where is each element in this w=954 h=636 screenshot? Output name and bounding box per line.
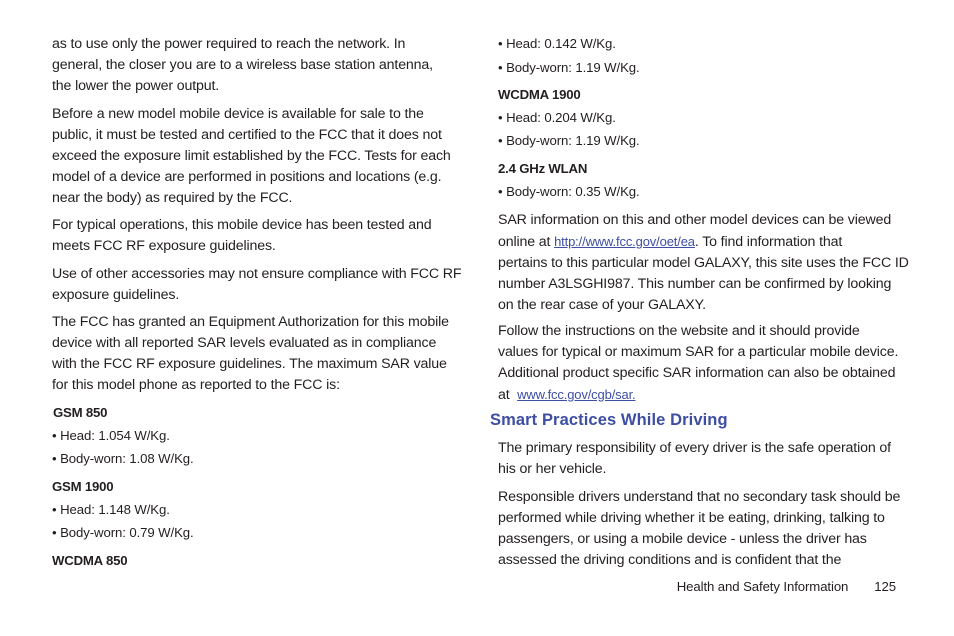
paragraph-follow-instructions: Follow the instructions on the website and it should provide values for typical or maximum SAR for a particular mobile device. Additional product specific SAR information can also be obtained at www.fcc.gov/cgb/sar. bbox=[498, 323, 899, 403]
subheading-gsm-850: GSM 850 bbox=[53, 405, 108, 420]
bullet-wcdma1900-head: • Head: 0.204 W/Kg. bbox=[498, 110, 616, 125]
subheading-wlan: 2.4 GHz WLAN bbox=[498, 161, 588, 176]
bullet-gsm1900-body: • Body-worn: 0.79 W/Kg. bbox=[52, 525, 194, 540]
fcc-cgb-sar-link[interactable]: www.fcc.gov/cgb/sar. bbox=[517, 387, 636, 402]
bullet-wlan-body: • Body-worn: 0.35 W/Kg. bbox=[498, 184, 640, 199]
bullet-wcdma850-head: • Head: 0.142 W/Kg. bbox=[498, 36, 616, 51]
page-number: 125 bbox=[874, 579, 896, 594]
paragraph-accessories: Use of other accessories may not ensure compliance with FCC RF exposure guidelines. bbox=[52, 266, 462, 303]
page-footer bbox=[677, 579, 896, 595]
fcc-oet-link[interactable]: http://www.fcc.gov/oet/ea bbox=[554, 234, 695, 249]
bullet-wcdma1900-body: • Body-worn: 1.19 W/Kg. bbox=[498, 133, 640, 148]
paragraph-sar-information: SAR information on this and other model devices can be viewed online at http://www.fcc.gov/oet/ea. To find information that pertains to this particular model GALAXY, this site uses the FCC ID number A3LSGHI987. This number can be confirmed by looking on the rear case of your GALAXY. bbox=[498, 212, 909, 313]
subheading-wcdma-850: WCDMA 850 bbox=[52, 553, 128, 568]
paragraph-primary-responsibility: The primary responsibility of every driver is the safe operation of his or her vehicle. bbox=[498, 440, 891, 477]
subheading-gsm-1900: GSM 1900 bbox=[52, 479, 114, 494]
paragraph-typical-operations: For typical operations, this mobile device has been tested and meets FCC RF exposure guidelines. bbox=[52, 217, 432, 254]
section-heading-smart-practices: Smart Practices While Driving bbox=[490, 411, 728, 429]
paragraph-power-output: as to use only the power required to reach the network. In general, the closer you are to a wireless base station antenna, the lower the power output. bbox=[52, 36, 433, 94]
paragraph-fcc-testing: Before a new model mobile device is available for sale to the public, it must be tested and certified to the FCC that it does not exceed the exposure limit established by the FCC. Tests for each model of a device are performed in positions and locations (e.g. near the body) as required by the FCC. bbox=[52, 106, 451, 206]
paragraph-responsible-drivers: Responsible drivers understand that no secondary task should be performed while driving whether it be eating, drinking, talking to passengers, or using a mobile device - unless the driver has assessed the driving conditions and is confident that the bbox=[498, 489, 901, 568]
bullet-wcdma850-body: • Body-worn: 1.19 W/Kg. bbox=[498, 60, 640, 75]
bullet-gsm850-body: • Body-worn: 1.08 W/Kg. bbox=[52, 451, 194, 466]
bullet-gsm850-head: • Head: 1.054 W/Kg. bbox=[52, 428, 170, 443]
footer-section-title: Health and Safety Information bbox=[676, 579, 849, 594]
paragraph-equipment-authorization: The FCC has granted an Equipment Authorization for this mobile device with all reported SAR levels evaluated as in compliance with the FCC RF exposure guidelines. The maximum SAR value for this model phone as reported to the FCC is: bbox=[52, 314, 449, 393]
bullet-gsm1900-head: • Head: 1.148 W/Kg. bbox=[52, 502, 170, 517]
subheading-wcdma-1900: WCDMA 1900 bbox=[498, 87, 581, 102]
